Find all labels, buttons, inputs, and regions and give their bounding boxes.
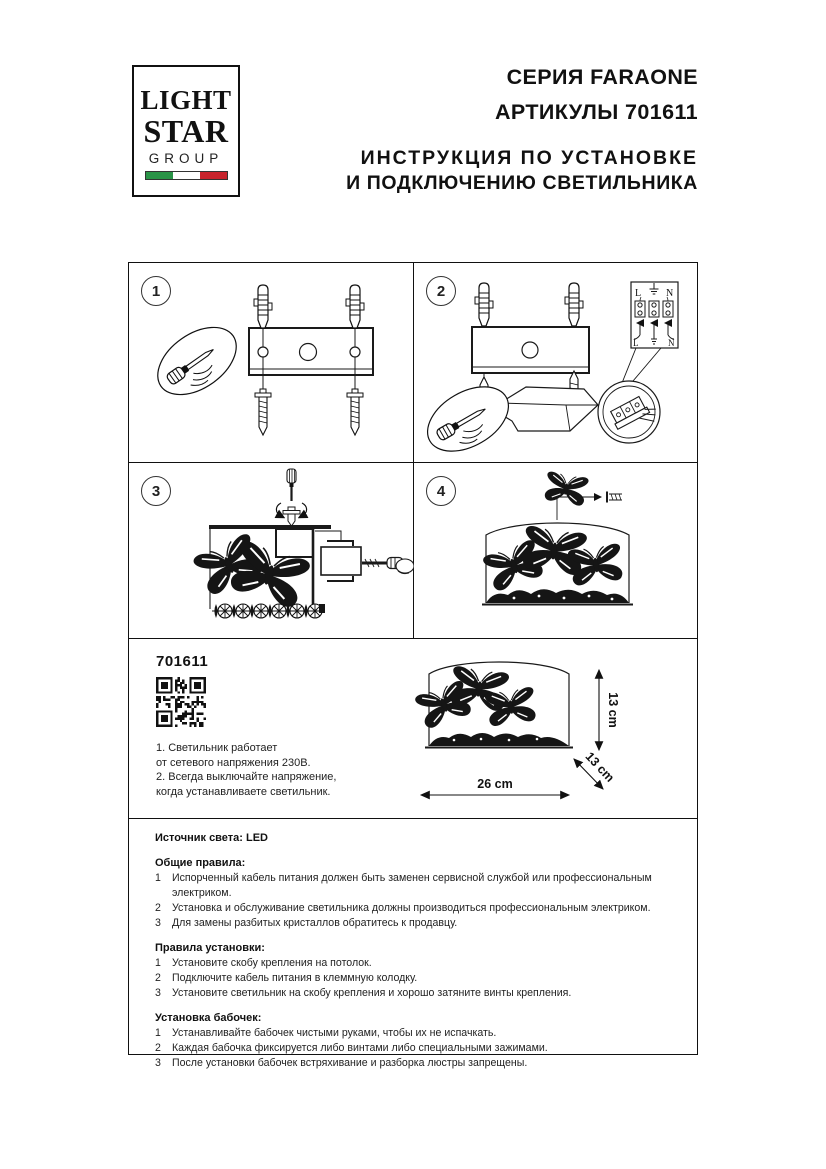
note-line: когда устанавливаете светильник.	[156, 785, 331, 798]
step1-diagram	[129, 263, 414, 462]
rule-item: 1 Устанавливайте бабочек чистыми руками, чтобы их не испачкать.	[155, 1027, 497, 1039]
depth-label: 13 cm	[582, 749, 618, 785]
article-number: 701611	[156, 653, 209, 670]
step4-number: 4	[426, 476, 456, 506]
butterfly-icon	[414, 679, 474, 730]
step4-panel	[414, 463, 697, 638]
note-line: 1. Светильник работает	[156, 742, 278, 754]
rule-item: 3 После установки бабочек встряхивание и разборка люстры запрещены.	[155, 1057, 528, 1069]
step2-panel	[414, 263, 697, 462]
wall-anchor-icon	[565, 283, 583, 326]
magnifier-detail	[598, 348, 661, 443]
step2-number: 2	[426, 276, 456, 306]
terminal-n-label: N	[668, 338, 675, 348]
step1-panel	[129, 263, 414, 462]
step2-diagram	[414, 263, 699, 462]
italian-flag-icon	[145, 171, 228, 180]
logo-word-group: GROUP	[148, 151, 224, 166]
width-dimension	[421, 777, 569, 795]
step1-number: 1	[141, 276, 171, 306]
step3-diagram	[129, 463, 414, 638]
section-title: Установка бабочек:	[155, 1012, 262, 1024]
crystal-bed	[425, 733, 573, 748]
step3-panel	[129, 463, 414, 638]
note-line: 2. Всегда выключайте напряжение,	[156, 771, 337, 783]
led-driver	[321, 541, 361, 581]
light-source: Источник света: LED	[155, 832, 268, 844]
instruction-title-line2: И ПОДКЛЮЧЕНИЮ СВЕТИЛЬНИКА	[346, 172, 698, 194]
note-line: от сетевого напряжения 230В.	[156, 756, 311, 769]
butterfly-icon	[543, 471, 589, 507]
screwdriver-hand-icon	[416, 374, 519, 462]
screw-icon	[255, 389, 271, 435]
rule-item: 1 Испорченный кабель питания должен быть заменен сервисной службой или профессиональным электриком.	[155, 872, 652, 899]
section-title: Общие правила:	[155, 857, 246, 869]
height-label: 13 cm	[606, 692, 620, 728]
height-dimension	[599, 670, 620, 750]
rule-item: 2 Подключите кабель питания в клеммную колодку.	[155, 972, 418, 984]
width-label: 26 cm	[477, 777, 513, 791]
wall-anchor-icon	[475, 283, 493, 326]
ceiling-canopy	[500, 387, 598, 431]
screwdriver-icon	[287, 469, 296, 501]
wall-anchor-icon	[254, 285, 272, 328]
article-title: АРТИКУЛЫ 701611	[494, 100, 698, 124]
document-header	[346, 60, 698, 196]
instruction-frame	[128, 262, 698, 1069]
step4-diagram	[414, 463, 699, 638]
logo-word-star: STAR	[143, 113, 229, 149]
screw-icon	[283, 507, 300, 526]
wiring-diagram	[631, 282, 678, 348]
rules-panel	[129, 818, 697, 1069]
dimension-drawing	[129, 639, 699, 819]
product-info-panel	[129, 638, 697, 818]
section-title: Правила установки:	[155, 942, 265, 954]
screw-icon	[347, 389, 363, 435]
rule-item: 1 Установите скобу крепления на потолок.	[155, 957, 372, 969]
screwdriver-hand-icon	[362, 558, 414, 574]
terminal-l-label: L	[635, 288, 642, 299]
wall-anchor-icon	[346, 285, 364, 328]
terminal-l-label: L	[633, 338, 639, 348]
instruction-title-line1: ИНСТРУКЦИЯ ПО УСТАНОВКЕ	[360, 147, 698, 169]
rule-item: 2 Каждая бабочка фиксируется либо винтами либо специальными зажимами.	[155, 1042, 548, 1054]
crystal-bed	[482, 589, 633, 604]
rule-item: 2 Установка и обслуживание светильника должны производиться профессиональным электриком.	[155, 902, 651, 914]
rule-item: 3 Для замены разбитых кристаллов обратитесь к продавцу.	[155, 917, 458, 929]
depth-dimension	[574, 749, 617, 789]
series-title: СЕРИЯ FARAONE	[506, 65, 698, 89]
rule-item: 3 Установите светильник на скобу крепления и хорошо затяните винты крепления.	[155, 987, 572, 999]
terminal-n-label: N	[666, 288, 674, 299]
logo-word-light: LIGHT	[140, 85, 232, 115]
drill-hand-icon	[145, 314, 248, 409]
lightstar-logo	[132, 65, 240, 197]
crystal-strand	[212, 604, 325, 618]
screw-icon	[607, 492, 622, 503]
step3-number: 3	[141, 476, 171, 506]
